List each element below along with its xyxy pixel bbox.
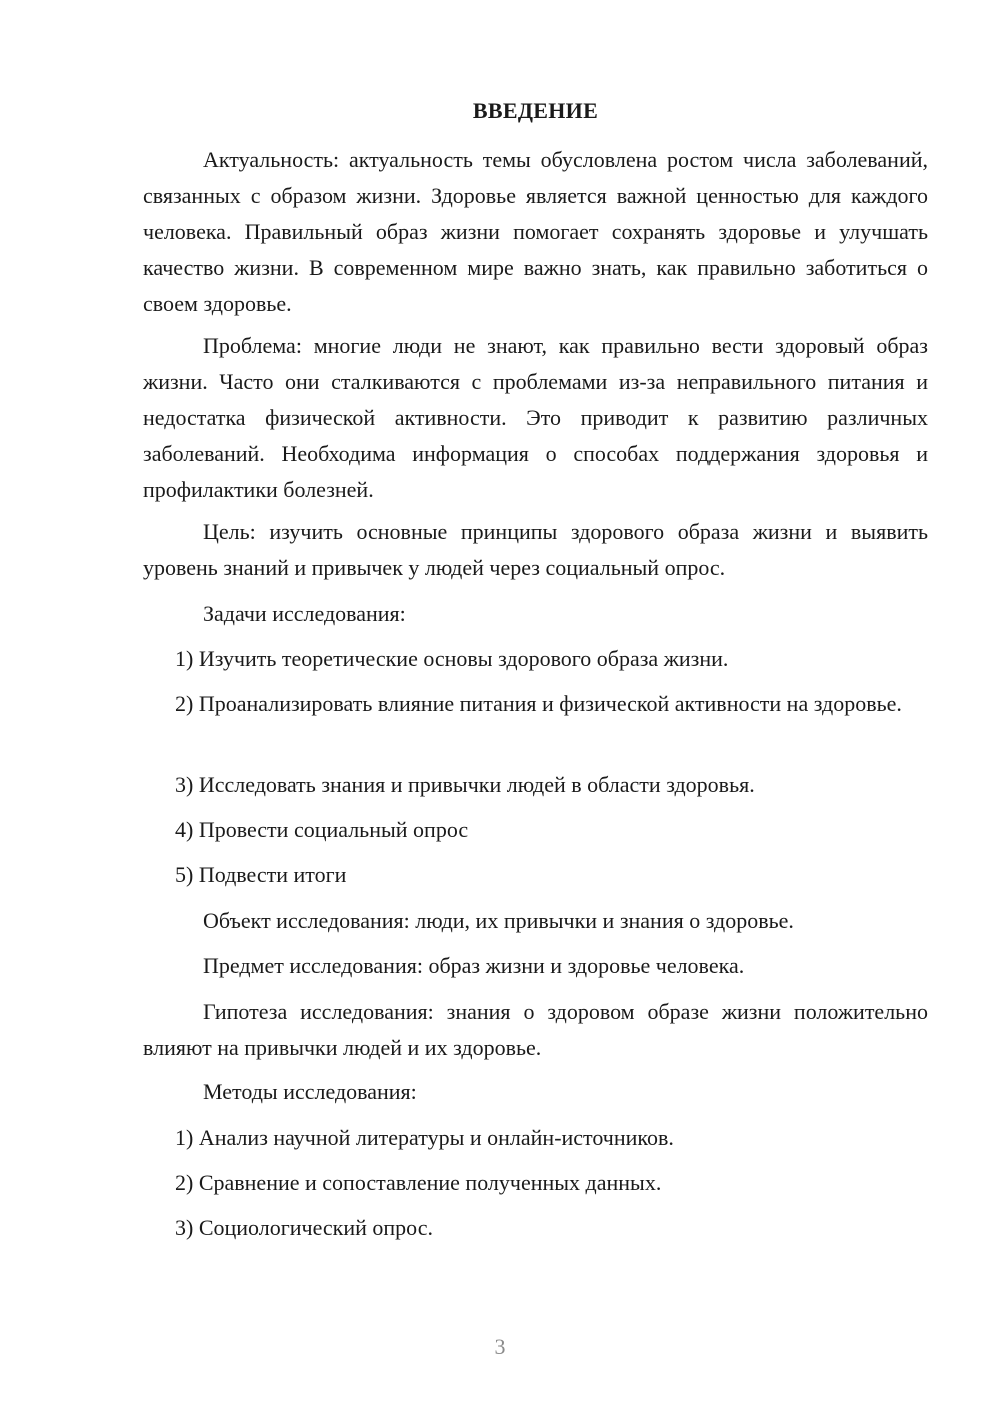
task-item-5: 5) Подвести итоги <box>175 862 347 887</box>
method-item-2: 2) Сравнение и сопоставление полученных данных. <box>175 1170 662 1195</box>
task-item-2: 2) Проанализировать влияние питания и физической активности на здоровье. <box>175 691 902 716</box>
problem-paragraph: Проблема: многие люди не знают, как правильно вести здоровый образ жизни. Часто они сталкиваются с проблемами из-за неправильного питания и недостатка физической активности. Это приводит к развитию различных заболеваний. Необходима информация о способах поддержания здоровья и профилактики болезней. <box>143 333 928 502</box>
task-item-1: 1) Изучить теоретические основы здорового образа жизни. <box>175 646 729 671</box>
goal-paragraph: Цель: изучить основные принципы здорового образа жизни и выявить уровень знаний и привычек у людей через социальный опрос. <box>143 519 928 580</box>
method-item-1: 1) Анализ научной литературы и онлайн-источников. <box>175 1125 674 1150</box>
page-number: 3 <box>494 1334 506 1359</box>
method-item-3: 3) Социологический опрос. <box>175 1215 433 1240</box>
tasks-heading: Задачи исследования: <box>203 601 406 626</box>
task-item-3: 3) Исследовать знания и привычки людей в области здоровья. <box>175 772 755 797</box>
object-paragraph: Объект исследования: люди, их привычки и знания о здоровье. <box>203 908 794 933</box>
methods-heading: Методы исследования: <box>203 1079 417 1104</box>
page-title: ВВЕДЕНИЕ <box>472 98 599 123</box>
subject-paragraph: Предмет исследования: образ жизни и здоровье человека. <box>203 953 745 978</box>
relevance-paragraph: Актуальность: актуальность темы обусловлена ростом числа заболеваний, связанных с образом жизни. Здоровье является важной ценностью для каждого человека. Правильный образ жизни помогает сохранять здоровье и улучшать качество жизни. В современном мире важно знать, как правильно заботиться о своем здоровье. <box>143 147 928 316</box>
hypothesis-paragraph: Гипотеза исследования: знания о здоровом образе жизни положительно влияют на привычки людей и их здоровье. <box>143 999 928 1060</box>
task-item-4: 4) Провести социальный опрос <box>175 817 469 842</box>
